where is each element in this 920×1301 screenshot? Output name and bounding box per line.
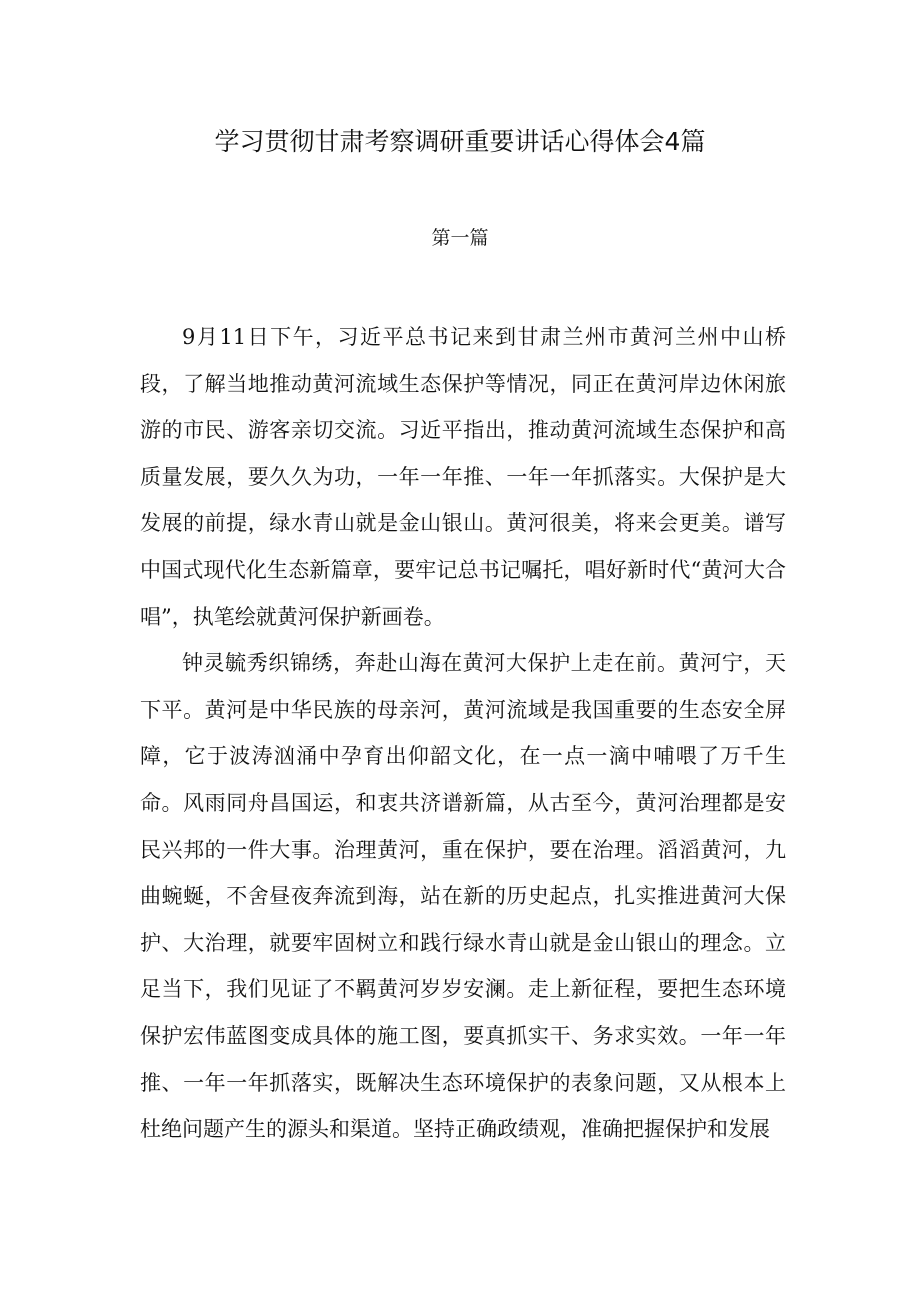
paragraph-1: 9月11日下午，习近平总书记来到甘肃兰州市黄河兰州中山桥段，了解当地推动黄河流域生态保护等情况，同正在黄河岸边休闲旅游的市民、游客亲切交流。习近平指出，推动黄河流域生态保护和高质量发展，要久久为功，一年一年推、一年一年抓落实。大保护是大发展的前提，绿水青山就是金山银山。黄河很美，将来会更美。谱写中国式现代化生态新篇章，要牢记总书记嘱托，唱好新时代“黄河大合唱”，执笔绘就黄河保护新画卷。 xyxy=(140,325,786,629)
document-body xyxy=(140,314,786,1153)
document-title: 学习贯彻甘肃考察调研重要讲话心得体会4篇 xyxy=(214,127,706,156)
paragraph-2: 钟灵毓秀织锦绣，奔赴山海在黄河大保护上走在前。黄河宁，天下平。黄河是中华民族的母亲河，黄河流域是我国重要的生态安全屏障，它于波涛汹涌中孕育出仰韶文化，在一点一滴中哺喂了万千生命。风雨同舟昌国运，和衷共济谱新篇，从古至今，黄河治理都是安民兴邦的一件大事。治理黄河，重在保护，要在治理。滔滔黄河，九曲蜿蜒，不舍昼夜奔流到海，站在新的历史起点，扎实推进黄河大保护、大治理，就要牢固树立和践行绿水青山就是金山银山的理念。立足当下，我们见证了不羁黄河岁岁安澜。走上新征程，要把生态环境保护宏伟蓝图变成具体的施工图，要真抓实干、务求实效。一年一年推、一年一年抓落实，既解决生态环境保护的表象问题，又从根本上杜绝问题产生的源头和渠道。坚持正确政绩观，准确把握保护和发展 xyxy=(140,651,786,1142)
section-heading: 第一篇 xyxy=(431,227,489,249)
